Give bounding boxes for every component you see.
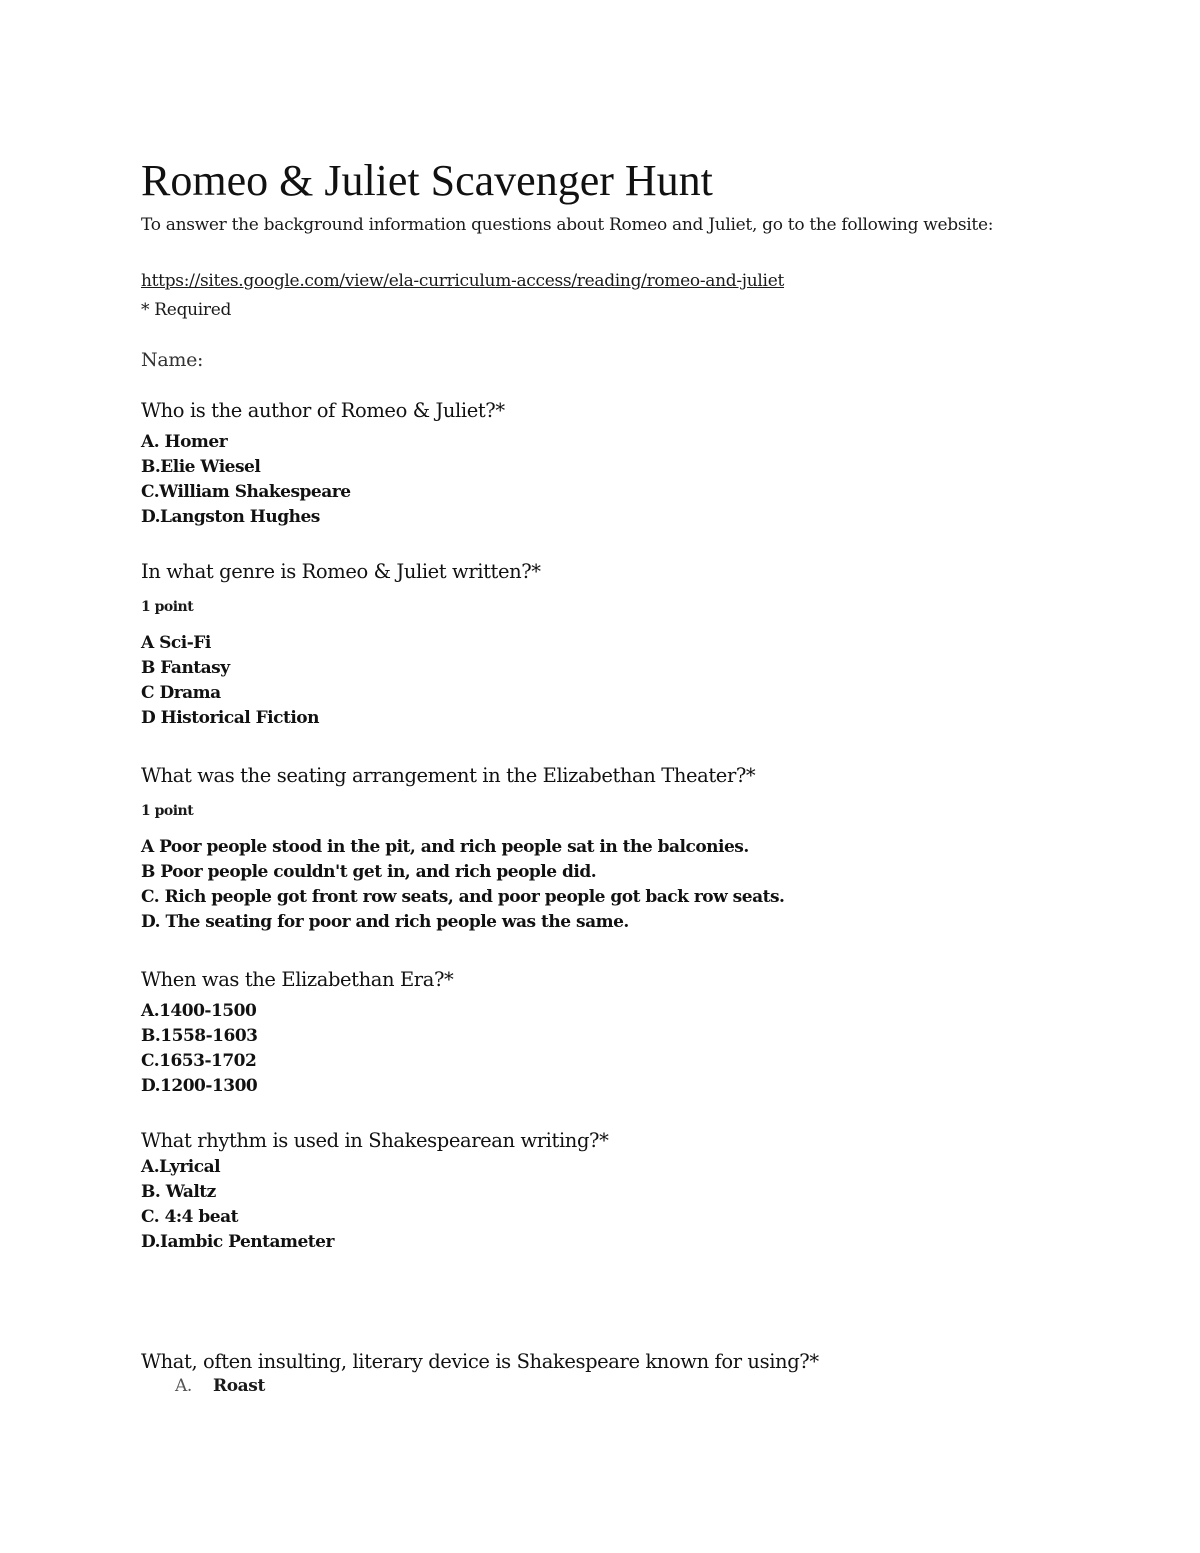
intro-text: To answer the background information questions about Romeo and Juliet, go to the following website: [141,215,994,235]
option: A. Homer [141,432,228,452]
question-text: What was the seating arrangement in the Elizabethan Theater?* [141,764,756,787]
question-2 [141,558,541,731]
option: C.William Shakespeare [141,482,351,502]
question-text: In what genre is Romeo & Juliet written?* [141,560,541,583]
option: D. The seating for poor and rich people was the same. [141,912,629,932]
option: A.1400-1500 [141,1001,257,1021]
option-label: Roast [213,1376,265,1396]
question-text: When was the Elizabethan Era?* [141,968,454,991]
option: B Poor people couldn't get in, and rich people did. [141,862,597,882]
option [175,1374,265,1399]
option: A Sci-Fi [141,633,211,653]
question-3 [141,762,784,935]
options-list [141,430,505,530]
required-note: * Required [141,300,232,320]
points-label: 1 point [141,803,194,819]
option: D Historical Fiction [141,708,319,728]
options-list [141,835,784,935]
option: D.1200-1300 [141,1076,258,1096]
name-label: Name: [141,349,204,371]
question-6 [141,1348,1101,1396]
option: B.Elie Wiesel [141,457,261,477]
option: C.1653-1702 [141,1051,257,1071]
option: C. Rich people got front row seats, and poor people got back row seats. [141,887,785,907]
option-letter: A. [175,1376,192,1396]
document-page [141,155,1101,1396]
option: B. Waltz [141,1182,216,1202]
options-list [141,631,541,731]
question-1 [141,397,505,530]
option: A Poor people stood in the pit, and rich people sat in the balconies. [141,837,749,857]
options-list [141,1155,608,1255]
option: D.Langston Hughes [141,507,320,527]
option: B Fantasy [141,658,230,678]
question-5 [141,1127,608,1255]
option: D.Iambic Pentameter [141,1232,334,1252]
question-text: What, often insulting, literary device is Shakespeare known for using?* [141,1350,819,1373]
options-list [141,999,453,1099]
website-link[interactable]: https://sites.google.com/view/ela-curriculum-access/reading/romeo-and-juliet [141,271,784,291]
option: C. 4:4 beat [141,1207,238,1227]
option: A.Lyrical [141,1157,221,1177]
points-label: 1 point [141,599,194,615]
question-text: What rhythm is used in Shakespearean writing?* [141,1129,609,1152]
option: B.1558-1603 [141,1026,258,1046]
question-text: Who is the author of Romeo & Juliet?* [141,399,505,422]
document-title: Romeo & Juliet Scavenger Hunt [141,156,713,205]
question-4 [141,966,453,1099]
option: C Drama [141,683,221,703]
